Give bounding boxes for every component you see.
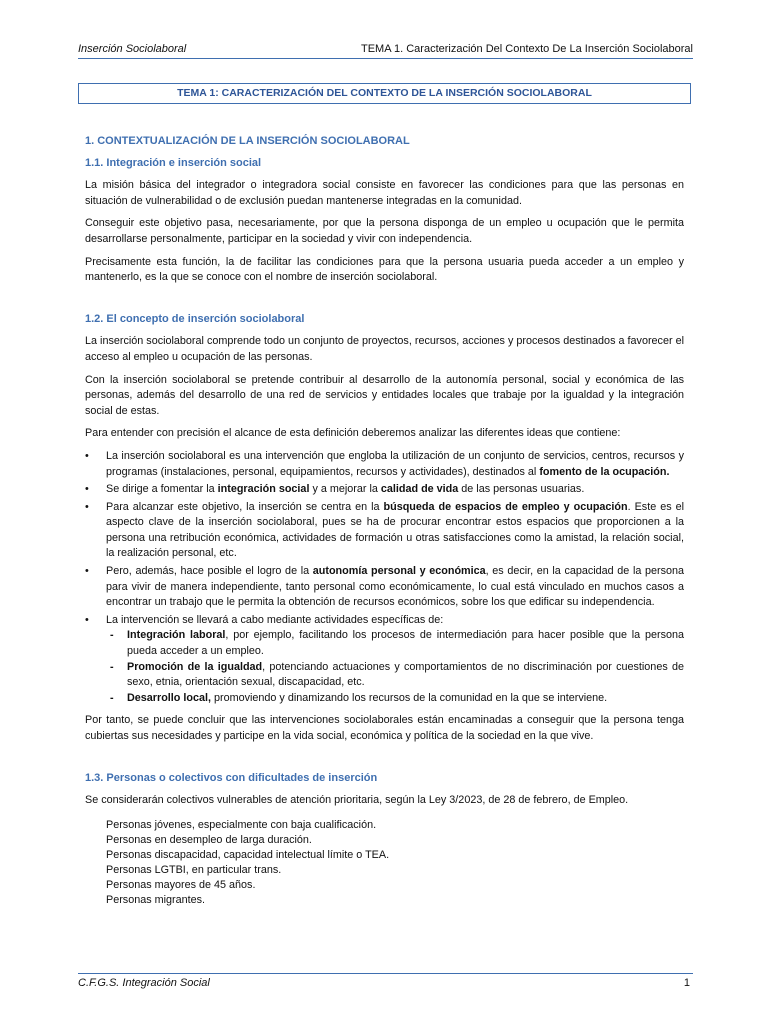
header-left-text: Inserción Sociolaboral <box>78 43 187 55</box>
dash-item: - Desarrollo local, promoviendo y dinamizando los recursos de la comunidad en la que se interviene. <box>106 691 684 707</box>
paragraph: Con la inserción sociolaboral se pretende contribuir al desarrollo de la autonomía personal, social y económica de las personas, además del desarrollo de una red de servicios y entidades locales que trabaje por la igualdad y la integración social de estas. <box>85 373 684 417</box>
section-1-3-heading: 1.3. Personas o colectivos con dificultades de inserción <box>85 771 378 784</box>
section-1-heading: 1. CONTEXTUALIZACIÓN DE LA INSERCIÓN SOCIOLABORAL <box>85 135 410 147</box>
paragraph: Para entender con precisión el alcance de esta definición deberemos analizar las diferentes ideas que contiene: <box>85 427 621 440</box>
paragraph: Se considerarán colectivos vulnerables de atención prioritaria, según la Ley 3/2023, de 28 de febrero, de Empleo. <box>85 794 629 807</box>
bullet-item: • Se dirige a fomentar la integración social y a mejorar la calidad de vida de las personas usuarias. <box>85 482 684 498</box>
bullet-item: • La inserción sociolaboral es una intervención que engloba la utilización de un conjunto de servicios, centros, recursos y programas (instalaciones, personal, equipamientos, recursos y actividades), destinados al fomento de la ocupación. <box>85 449 684 480</box>
dash-item: - Integración laboral, por ejemplo, facilitando los procesos de intermediación para hacer posible que la persona pueda acceder a un empleo. <box>106 628 684 659</box>
dash-item: - Promoción de la igualdad, potenciando actuaciones y comportamientos de no discriminación por cuestiones de sexo, etnia, orientación sexual, discapacidad, etc. <box>106 660 684 691</box>
paragraph: La misión básica del integrador o integradora social consiste en favorecer las condiciones para que las personas en situación de vulnerabilidad o de exclusión puedan mantenerse integradas en la comunidad. <box>85 179 684 207</box>
paragraph: Precisamente esta función, la de facilitar las condiciones para que la persona usuaria pueda acceder a un empleo y mantenerlo, es la que se conoce con el nombre de inserción sociolaboral. <box>85 255 684 284</box>
bullet-list <box>85 449 684 707</box>
page-header <box>78 42 693 59</box>
dash-list <box>106 628 684 706</box>
bullet-item: • Para alcanzar este objetivo, la inserción se centra en la búsqueda de espacios de empleo y ocupación. Este es el aspecto clave de la inserción sociolaboral, pues se ha de procurar encontrar estos espacios que proporcionen a la persona una retribución económica, actividades de formación u otras satisfacciones como la amistad, la relación social, la realización personal, etc. <box>85 500 684 562</box>
document-body <box>85 134 684 908</box>
list-item: Personas LGTBI, en particular trans. <box>106 863 282 876</box>
list-item: Personas mayores de 45 años. <box>106 878 256 891</box>
bullet-item: • La intervención se llevará a cabo mediante actividades específicas de: - Integración laboral, por ejemplo, facilitando los procesos de intermediación para hacer posible que la persona pueda acceder a un empleo. - Promoción de la igualdad, potenciando actuaciones y comportamientos de no discriminación por cuestiones de sexo, etnia, orientación sexual, discapacidad, etc. - Desarrollo local, promoviendo y dinamizando los recursos de la comunidad en la que se interviene. <box>85 613 684 707</box>
bullet-item: • Pero, además, hace posible el logro de la autonomía personal y económica, es decir, en la capacidad de la persona para vivir de manera independiente, tanto personal como económicamente, lo cual está vinculado en muchos casos a encontrar un trabajo que le permita la obtención de recursos económicos, sobre los que edificar su independencia. <box>85 564 684 611</box>
page-footer <box>78 973 693 992</box>
list-item: Personas migrantes. <box>106 893 206 906</box>
paragraph: Conseguir este objetivo pasa, necesariamente, por que la persona disponga de un empleo u ocupación que le permita desarrollarse personalmente, participar en la sociedad y vivir con independencia. <box>85 217 684 245</box>
document-title: TEMA 1: CARACTERIZACIÓN DEL CONTEXTO DE LA INSERCIÓN SOCIOLABORAL <box>78 83 691 104</box>
list-item: Personas en desempleo de larga duración. <box>106 833 312 846</box>
footer-left-text: C.F.G.S. Integración Social <box>78 977 210 989</box>
paragraph: La inserción sociolaboral comprende todo un conjunto de proyectos, recursos, acciones y procesos destinados a favorecer el acceso al empleo u ocupación de las personas. <box>85 335 684 363</box>
list-item: Personas discapacidad, capacidad intelectual límite o TEA. <box>106 848 390 861</box>
section-1-1-heading: 1.1. Integración e inserción social <box>85 156 262 169</box>
page-number: 1 <box>683 977 690 989</box>
section-1-2-heading: 1.2. El concepto de inserción sociolaboral <box>85 312 305 325</box>
vulnerable-groups-list <box>85 818 684 908</box>
header-right-text: TEMA 1. Caracterización Del Contexto De La Inserción Sociolaboral <box>361 43 693 55</box>
paragraph: Por tanto, se puede concluir que las intervenciones sociolaborales están encaminadas a conseguir que la persona tenga cubiertas sus necesidades y participe en la vida social, económica y política de la sociedad en la que vive. <box>85 714 684 742</box>
list-item: Personas jóvenes, especialmente con baja cualificación. <box>106 818 377 831</box>
